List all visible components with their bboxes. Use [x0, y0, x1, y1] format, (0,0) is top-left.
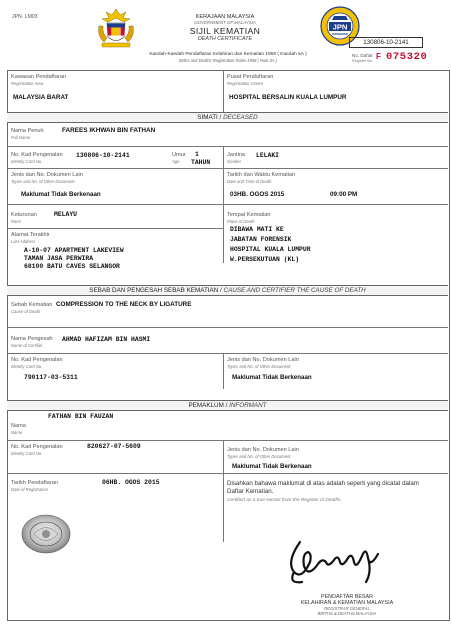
certifier-ic-sub: Identity Card No. [11, 364, 43, 369]
last-address-sub: Last Address [11, 239, 36, 244]
form-code: JPN. LM03 [12, 14, 38, 20]
org-name-ms: KERAJAAN MALAYSIA [195, 14, 255, 20]
registrar-dept-en: BIRTHS & DEATHS MALAYSIA [317, 611, 377, 616]
full-name-label: Nama Penuh [11, 128, 44, 134]
registrar-title-en: REGISTRAR GENERAL [324, 606, 370, 611]
divider [7, 473, 448, 474]
divider [223, 440, 224, 542]
divider [223, 70, 224, 112]
place-of-death-line: HOSPITAL KUALA LUMPUR [230, 246, 311, 253]
informant-name-value: FATHAN BIN FAUZAN [48, 413, 114, 420]
register-no-value: 075320 [386, 51, 428, 63]
full-name-value: FAREES IKHWAN BIN FATHAN [62, 127, 156, 134]
deceased-ic-sub: Identity Card No. [11, 159, 43, 164]
registration-date-value: 06HB. OGOS 2015 [102, 479, 160, 486]
place-of-death-line: JABATAN FORENSIK [230, 236, 292, 243]
age-value: 1 [195, 151, 199, 158]
divider [7, 146, 448, 147]
informant-name-label: Nama [11, 423, 26, 429]
registrar-dept-ms: KELAHIRAN & KEMATIAN MALAYSIA [300, 600, 394, 606]
certifier-doc-sub: Types and No. of Other Document [227, 364, 291, 369]
place-of-death-line: DIBAWA MATI KE [230, 226, 284, 233]
divider [223, 353, 224, 389]
informant-name-sub: Name [11, 430, 23, 435]
coat-of-arms-emblem [93, 6, 139, 52]
certification-statement-ms-1: Disahkan bahawa maklumat di atas adalah seperti yang dicatat dalam [227, 480, 419, 487]
hologram-seal [20, 513, 72, 555]
cause-heading-en: CAUSE AND CERTIFIER THE CAUSE OF DEATH [223, 287, 366, 294]
age-sub: Age [172, 159, 180, 164]
jpn-logo-text: JPN [332, 22, 348, 32]
informant-doc-sub: Types and No. of Other Document [227, 454, 291, 459]
section-cause-heading [7, 285, 448, 296]
certification-statement-en: Certified as a true extract from the Register of Deaths. [227, 498, 342, 503]
registration-area-label: Kawasan Pendaftaran [11, 74, 67, 80]
deceased-ic-label: No. Kad Pengenalan [11, 152, 63, 158]
registration-date-sub: Date of Registration [11, 487, 49, 492]
section-informant-heading [7, 400, 448, 411]
informant-doc-label: Jenis dan No. Dokumen Lain [227, 447, 299, 453]
deceased-heading-ms: SIMATI / [197, 114, 222, 121]
informant-ic-sub: Identity Card No. [11, 451, 43, 456]
certificate-title: SIJIL KEMATIAN [189, 26, 261, 36]
registrar-signature [282, 532, 392, 590]
divider [7, 168, 448, 169]
cause-of-death-sub: Cause of Death [11, 309, 41, 314]
deceased-ic-value: 130806-10-2141 [76, 152, 130, 159]
divider [7, 440, 448, 441]
divider [7, 228, 223, 229]
place-of-death-sub: Place of Death [227, 219, 255, 224]
cause-heading-ms: SEBAB DAN PENGESAH SEBAB KEMATIAN / [89, 287, 222, 294]
death-time-value: 09:00 PM [330, 191, 358, 198]
certifier-name-value: AHMAD HAFIZAM BIN HASMI [62, 336, 151, 343]
id-number-box: 130806-10-2141 [349, 37, 423, 48]
registration-centre-sub: Registration Centre [227, 81, 264, 86]
informant-ic-label: No. Kad Pengenalan [11, 444, 63, 450]
divider [223, 146, 224, 168]
registration-area-value: MALAYSIA BARAT [13, 94, 69, 101]
deceased-doc-label: Jenis dan No. Dokumen Lain [11, 172, 83, 178]
address-line: A-10-07 APARTMENT LAKEVIEW [24, 247, 124, 254]
place-of-death-line: W.PERSEKUTUAN (KL) [230, 256, 300, 263]
divider [7, 353, 448, 354]
race-label: Keturunan [11, 212, 37, 218]
registration-area-sub: Registration Area [11, 81, 44, 86]
regulation-ms: Kaedah-Kaedah Pendaftaran Kelahiran dan Kematian 1958 ( Kaedah 5A ) [149, 52, 307, 57]
divider [7, 204, 448, 205]
death-datetime-label: Tarikh dan Waktu Kematian [227, 172, 296, 178]
informant-ic-value: 820627-07-5609 [87, 443, 141, 450]
divider [223, 168, 224, 204]
age-label: Umur [172, 152, 186, 158]
register-no-prefix: F [376, 52, 381, 61]
death-datetime-sub: Date and Time of Death [227, 179, 272, 184]
certificate-title-en: DEATH CERTIFICATE [197, 36, 253, 42]
divider [223, 204, 224, 263]
register-no-sub: Register No. [352, 59, 374, 63]
deceased-heading-en: DECEASED [223, 114, 258, 121]
last-address-label: Alamat Terakhir [11, 232, 50, 238]
address-line: TAMAN JASA PERWIRA [24, 255, 94, 262]
informant-doc-value: Maklumat Tidak Berkenaan [232, 463, 312, 470]
register-no-label: No. Daftar [352, 53, 373, 58]
certifier-ic-label: No. Kad Pengenalan [11, 357, 63, 363]
deceased-doc-value: Maklumat Tidak Berkenaan [21, 191, 101, 198]
informant-heading-ms: PEMAKLUM / [188, 402, 228, 409]
age-unit: TAHUN [191, 159, 211, 166]
informant-heading-en: INFORMANT [229, 402, 267, 409]
gender-label: Jantina [227, 152, 246, 158]
regulation-en: Births and Deaths Registration Rules 1958 ( Rule 5A ) [179, 58, 277, 63]
cause-of-death-label: Sebab Kematian [11, 302, 53, 308]
gender-value: LELAKI [256, 152, 280, 159]
registration-centre-label: Pusat Pendaftaran [227, 74, 274, 80]
gender-sub: Gender [227, 159, 241, 164]
full-name-sub: Full Name [11, 135, 31, 140]
certifier-name-label: Nama Pengesah [11, 336, 53, 342]
registration-date-label: Tarikh Pendaftaran [11, 480, 58, 486]
place-of-death-label: Tempat Kematian [227, 212, 271, 218]
certifier-doc-value: Maklumat Tidak Berkenaan [232, 374, 312, 381]
certifier-ic-value: 790117-03-5311 [24, 374, 78, 381]
section-deceased-heading [7, 112, 448, 123]
registration-centre-value: HOSPITAL BERSALIN KUALA LUMPUR [229, 94, 347, 101]
race-sub: Race [11, 219, 21, 224]
race-value: MELAYU [54, 211, 78, 218]
registrar-title-ms: PENDAFTAR BESAR [320, 594, 374, 600]
certifier-doc-label: Jenis dan No. Dokumen Lain [227, 357, 299, 363]
address-line: 68100 BATU CAVES SELANGOR [24, 263, 120, 270]
org-name-en: GOVERNMENT OF MALAYSIA [194, 20, 256, 25]
deceased-doc-sub: Types and No. of Other Document [11, 179, 75, 184]
certifier-name-sub: Name of Certifier [11, 343, 43, 348]
divider [7, 327, 448, 328]
cause-of-death-value: COMPRESSION TO THE NECK BY LIGATURE [56, 301, 192, 308]
certification-statement-ms-2: Daftar Kematian. [227, 488, 274, 495]
death-date-value: 03HB. OGOS 2015 [230, 191, 285, 198]
